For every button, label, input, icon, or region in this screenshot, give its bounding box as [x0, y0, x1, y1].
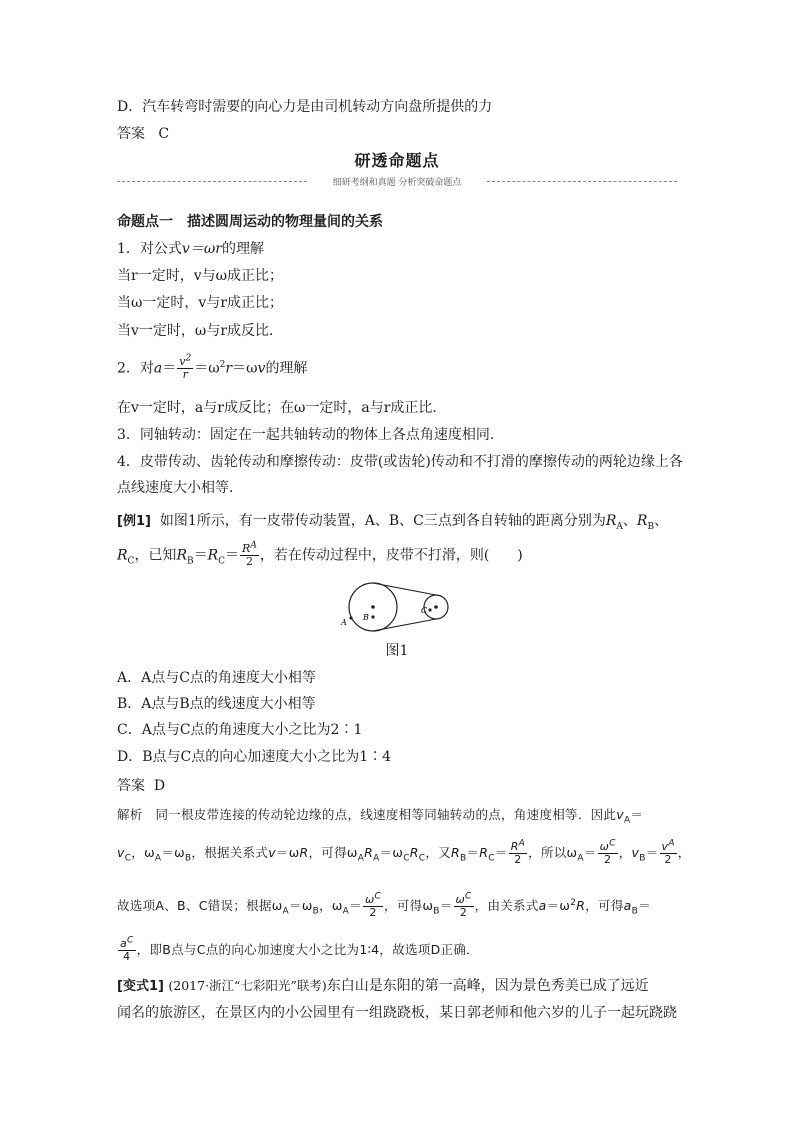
point-1-line-2: 当ω一定时，v与r成正比；: [117, 295, 284, 311]
point-c-dot: [428, 608, 431, 611]
point-2: 2．对a＝ $\frac{v^2}{r}$ $=\omega^2r=\omega v$的理解: [117, 353, 308, 381]
label-a: A: [341, 618, 347, 627]
example-tag: [例1]: [117, 514, 151, 529]
label-b: B: [363, 613, 369, 622]
variant-source: (2017·浙江“七彩阳光”联考): [168, 978, 327, 993]
belt-top: [373, 583, 436, 595]
option-a: A．A点与C点的角速度大小相等: [117, 670, 316, 686]
point-4-line-2: 点线速度大小相等．: [117, 480, 243, 496]
option-d-example: D．B点与C点的向心加速度大小之比为1∶4: [117, 749, 392, 765]
option-b: B．A点与B点的线速度大小相等: [117, 696, 316, 712]
point-2-line: 在v一定时，a与r成反比；在ω一定时，a与r成正比．: [117, 400, 447, 416]
variant-tag: [变式1]: [117, 979, 164, 994]
large-pulley-axle: [371, 605, 375, 609]
example-line-1: [例1] 如图1所示，有一皮带传动装置，A、B、C三点到各自转轴的距离分别为$R_A$、$R_B$、: [117, 513, 669, 532]
section-subtitle: 细研考纲和真题 分析突破命题点: [332, 178, 462, 188]
analysis-line-3: 故选项A、B、C错误；根据$\omega_A=\omega_B$，$\omega_A=$ $\frac{\omega^C}{2}$ ，可得$\omega_B=$ $\frac{\omega^C}{2}$ ，由关系式$a=\omega^2R$，可得$a_B=$: [117, 891, 651, 919]
option-d: D．汽车转弯时需要的向心力是由司机转动方向盘所提供的力: [117, 99, 493, 115]
point-b-dot: [371, 615, 374, 618]
label-c: C: [421, 606, 428, 615]
analysis-line-4: $\frac{a^C}{4}$ ，即B点与C点的向心加速度大小之比为1∶4，故选项D正确．: [120, 935, 479, 963]
point-1: 1．对公式v＝ωr的理解: [117, 241, 264, 257]
point-1-line-1: 当r一定时，v与ω成正比；: [117, 268, 284, 284]
fraction-ra-over-2: $\frac{R^A}{2}$: [242, 540, 257, 568]
variant-line-2: 闻名的旅游区，在景区内的小公园里有一组跷跷板，某日郭老师和他六岁的儿子一起玩跷跷: [117, 1005, 677, 1021]
fraction-v2-over-r: $\frac{v^2}{r}$: [179, 353, 192, 381]
section-title: 研透命题点: [354, 151, 440, 170]
belt-bottom: [373, 619, 436, 631]
option-c: C．A点与C点的角速度大小之比为2∶1: [117, 722, 363, 738]
point-4-line-1: 4．皮带传动、齿轮传动和摩擦传动：皮带(或齿轮)传动和不打滑的摩擦传动的两轮边缘上各: [117, 454, 683, 470]
figure-caption: 图1: [385, 643, 409, 659]
point-3: 3．同轴转动：固定在一起共轴转动的物体上各点角速度相同．: [117, 427, 504, 443]
answer-label: 答案: [117, 126, 145, 142]
analysis-line-1: 解析 同一根皮带连接的传动轮边缘的点，线速度相等同轴转动的点，角速度相等．因此$v_A=$: [117, 807, 644, 826]
answer-line: [117, 125, 169, 143]
point-1-line-3: 当v一定时，ω与r成反比．: [117, 323, 284, 339]
small-pulley-axle: [434, 605, 438, 609]
section-subtitle-bar: [117, 175, 677, 187]
example-answer: 答案 D: [117, 778, 166, 794]
point-a-dot: [349, 616, 352, 619]
answer-value: C: [158, 126, 170, 142]
analysis-label: 解析: [117, 807, 143, 822]
belt-drive-figure: [334, 582, 464, 632]
topic-heading: 命题点一 描述圆周运动的物理量间的关系: [117, 214, 383, 230]
analysis-line-2: $v_C$，$\omega_A=\omega_B$，根据关系式v＝ωR，可得$\omega_AR_A=\omega_CR_C$，又$R_B=R_C=$ $\frac{R^A}{2}$ ，所以$\omega_A=$ $\frac{\omega^C}{2}$ ，$v_B=$ $\frac{v^A}{2}$ ，: [117, 838, 691, 866]
example-line-2: $R_C$，已知$R_B=R_C=$ $\frac{R^A}{2}$ ，若在传动过程中，皮带不打滑，则( ): [117, 540, 523, 568]
variant-line-1: [变式1] (2017·浙江“七彩阳光”联考)东白山是东阳的第一高峰，因为景色秀美已成了远近: [117, 978, 649, 994]
